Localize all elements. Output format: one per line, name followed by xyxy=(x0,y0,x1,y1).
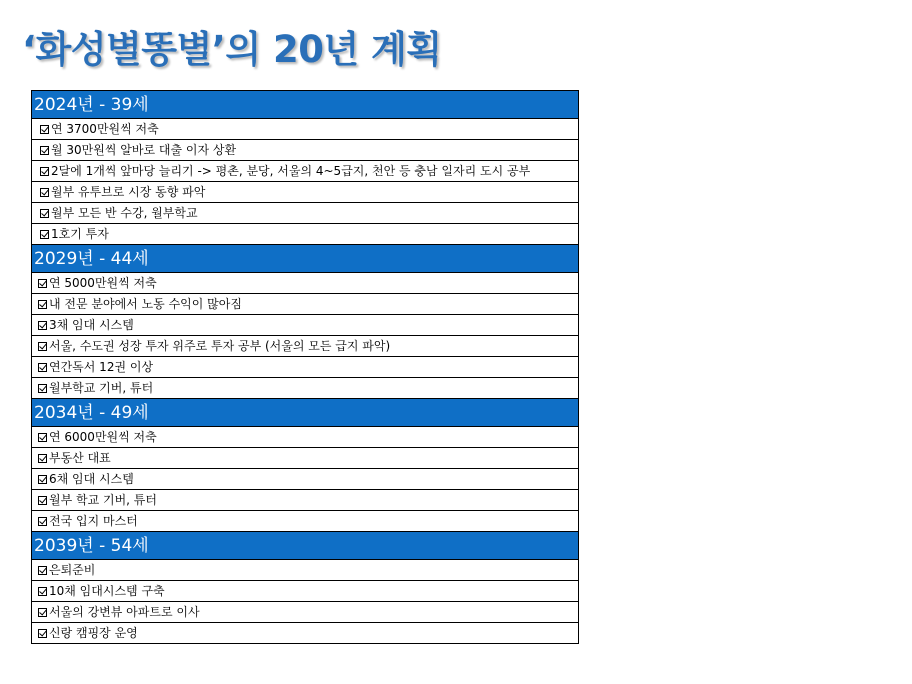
plan-item xyxy=(32,357,578,378)
checkbox-icon xyxy=(40,209,49,218)
plan-item xyxy=(32,560,578,581)
plan-item xyxy=(32,294,578,315)
checkbox-icon xyxy=(38,363,47,372)
plan-item-text: 내 전문 분야에서 노동 수익이 많아짐 xyxy=(49,297,242,311)
checkbox-icon xyxy=(40,167,49,176)
plan-item xyxy=(32,119,578,140)
checkbox-icon xyxy=(38,587,47,596)
checkbox-icon xyxy=(40,125,49,134)
plan-item-text: 서울, 수도권 성장 투자 위주로 투자 공부 (서울의 모든 급지 파악) xyxy=(49,339,391,353)
plan-item xyxy=(32,581,578,602)
plan-item-text: 월 30만원씩 알바로 대출 이자 상환 xyxy=(51,143,237,157)
section-header: 2024년 - 39세 xyxy=(32,91,578,119)
plan-item xyxy=(32,511,578,532)
checkbox-icon xyxy=(38,454,47,463)
checkbox-icon xyxy=(38,384,47,393)
section-2039 xyxy=(32,532,578,644)
plan-item xyxy=(32,623,578,644)
plan-item-text: 월부학교 기버, 튜터 xyxy=(49,381,154,395)
plan-item-text: 부동산 대표 xyxy=(49,451,111,465)
plan-item xyxy=(32,602,578,623)
checkbox-icon xyxy=(40,230,49,239)
section-header: 2039년 - 54세 xyxy=(32,532,578,560)
checkbox-icon xyxy=(38,629,47,638)
plan-item xyxy=(32,427,578,448)
plan-item-text: 월부 유투브로 시장 동향 파악 xyxy=(51,185,206,199)
plan-item-text: 3채 임대 시스템 xyxy=(49,318,134,332)
plan-item xyxy=(32,469,578,490)
plan-item-text: 6채 임대 시스템 xyxy=(49,472,134,486)
checkbox-icon xyxy=(38,608,47,617)
plan-item-text: 은퇴준비 xyxy=(49,563,96,577)
checkbox-icon xyxy=(38,279,47,288)
checkbox-icon xyxy=(40,146,49,155)
checkbox-icon xyxy=(38,433,47,442)
plan-item xyxy=(32,203,578,224)
checkbox-icon xyxy=(40,188,49,197)
plan-item xyxy=(32,490,578,511)
plan-item-text: 10채 임대시스템 구축 xyxy=(49,584,165,598)
section-2029 xyxy=(32,245,578,399)
page-title: ‘화성별똥별’의 20년 계획 xyxy=(22,28,442,71)
plan-item-text: 월부 모든 반 수강, 월부학교 xyxy=(51,206,198,220)
plan-item xyxy=(32,273,578,294)
checkbox-icon xyxy=(38,496,47,505)
plan-table xyxy=(31,90,579,644)
plan-item xyxy=(32,182,578,203)
section-header: 2029년 - 44세 xyxy=(32,245,578,273)
plan-item-text: 서울의 강변뷰 아파트로 이사 xyxy=(49,605,200,619)
plan-item-text: 연간독서 12권 이상 xyxy=(49,360,154,374)
plan-item-text: 월부 학교 기버, 튜터 xyxy=(49,493,157,507)
plan-item-text: 전국 입지 마스터 xyxy=(49,514,138,528)
plan-item-text: 연 5000만원씩 저축 xyxy=(49,276,157,290)
plan-item xyxy=(32,315,578,336)
checkbox-icon xyxy=(38,566,47,575)
checkbox-icon xyxy=(38,321,47,330)
plan-item-text: 1호기 투자 xyxy=(51,227,109,241)
checkbox-icon xyxy=(38,342,47,351)
checkbox-icon xyxy=(38,517,47,526)
plan-item xyxy=(32,336,578,357)
section-2034 xyxy=(32,399,578,532)
plan-item xyxy=(32,140,578,161)
checkbox-icon xyxy=(38,300,47,309)
plan-item-text: 2달에 1개씩 앞마당 늘리기 -> 평촌, 분당, 서울의 4~5급지, 천안 등 충남 일자리 도시 공부 xyxy=(51,164,531,178)
section-header: 2034년 - 49세 xyxy=(32,399,578,427)
plan-item xyxy=(32,378,578,399)
plan-item-text: 연 3700만원씩 저축 xyxy=(51,122,159,136)
plan-item xyxy=(32,161,578,182)
plan-item-text: 연 6000만원씩 저축 xyxy=(49,430,157,444)
plan-item xyxy=(32,224,578,245)
plan-item xyxy=(32,448,578,469)
section-2024 xyxy=(32,91,578,245)
checkbox-icon xyxy=(38,475,47,484)
plan-item-text: 신랑 캠핑장 운영 xyxy=(49,626,138,640)
